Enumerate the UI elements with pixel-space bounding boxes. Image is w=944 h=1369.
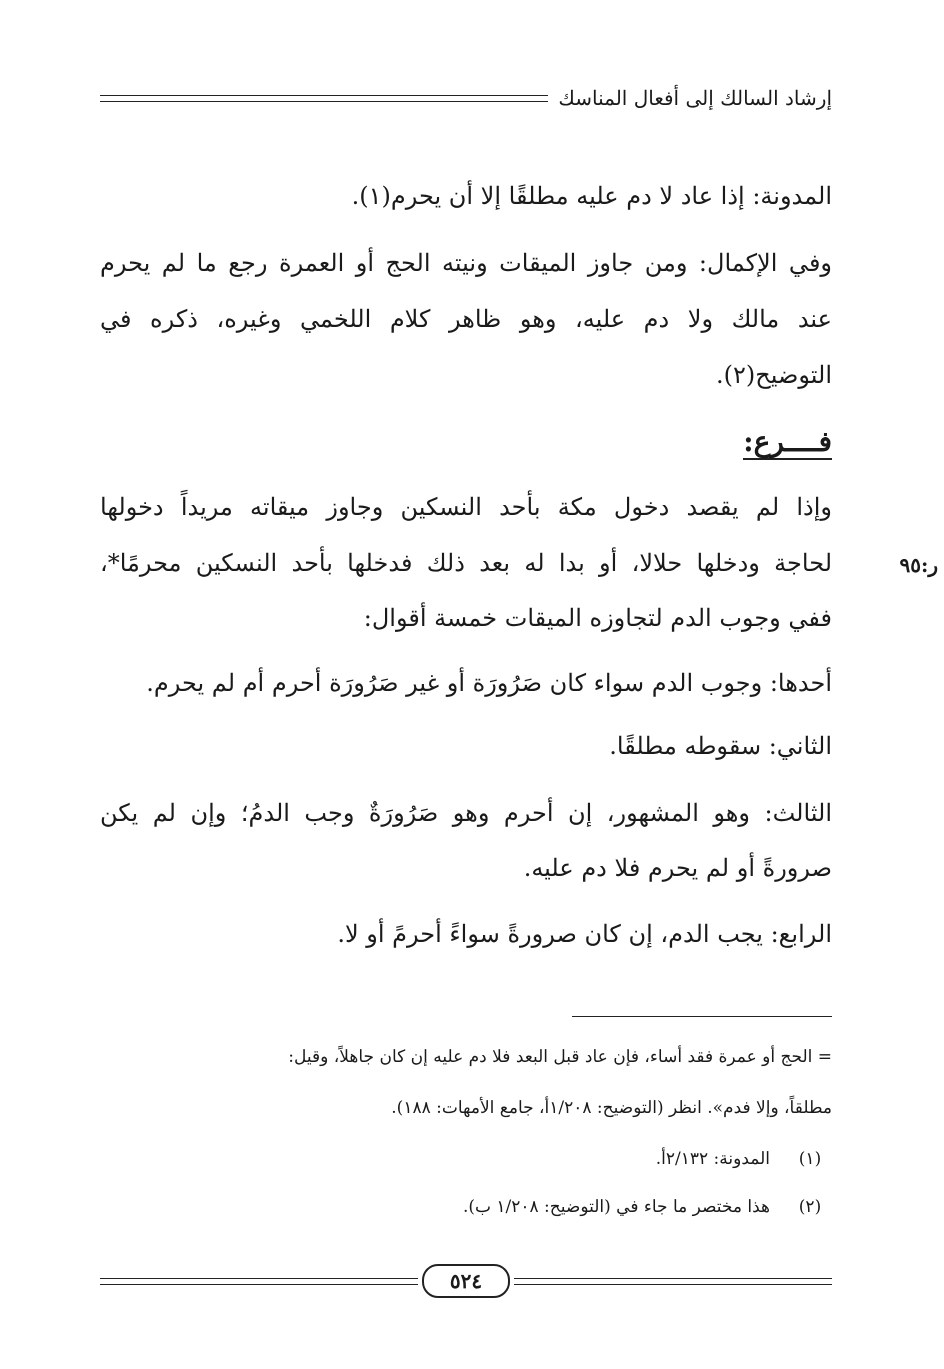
running-header	[100, 84, 832, 112]
body-line: وفي الإكمال: ومن جاوز الميقات ونيته الحج أو العمرة رجع ما لم يحرم	[100, 249, 832, 277]
book-title: إرشاد السالك إلى أفعال المناسك	[558, 86, 832, 110]
footnote-1	[656, 1151, 832, 1168]
footnote-continuation-line: مطلقاً، وإلا فدم». انظر (التوضيح: ١/٢٠٨أ، جامع الأمهات: ١٨٨).	[391, 1098, 832, 1118]
body-line: صرورةً أو لم يحرم فلا دم عليه.	[523, 854, 832, 882]
footnote-number: (١)	[798, 1149, 822, 1169]
footnote-text: هذا مختصر ما جاء في (التوضيح: ١/٢٠٨ ب).	[462, 1197, 770, 1217]
header-rule	[100, 95, 548, 102]
body-line: ففي وجوب الدم لتجاوزه الميقات خمسة أقوال:	[363, 604, 832, 632]
body-line: عند مالك ولا دم عليه، وهو ظاهر كلام اللخمي وغيره، ذكره في	[100, 305, 832, 333]
body-line: التوضيح(٢).	[716, 361, 832, 389]
margin-reference: ر:٩٥	[899, 553, 938, 577]
footnote-continuation-line: = الحج أو عمرة فقد أساء، فإن عاد قبل البعد فلا دم عليه إن كان جاهلاً، وقيل:	[288, 1047, 832, 1067]
body-line: المدونة: إذا عاد لا دم عليه مطلقًا إلا أن يحرم(١).	[351, 182, 832, 210]
body-line: أحدها: وجوب الدم سواء كان صَرُورَة أو غير صَرُورَة أحرم أم لم يحرم.	[146, 669, 832, 697]
body-line: الثالث: وهو المشهور، إن أحرم وهو صَرُورَةٌ وجب الدمُ؛ وإن لم يكن	[100, 799, 832, 827]
footnote-number: (٢)	[798, 1197, 822, 1217]
body-line: وإذا لم يقصد دخول مكة بأحد النسكين وجاوز ميقاته مريداً دخولها	[100, 493, 832, 521]
page-footer	[100, 1264, 832, 1298]
body-line: لحاجة ودخلها حلالا، أو بدا له بعد ذلك فدخلها بأحد النسكين محرمًا*،	[100, 549, 832, 577]
section-heading: فــــرع:	[743, 425, 832, 458]
footnote-text: المدونة: ٢/١٣٢أ.	[655, 1149, 770, 1169]
page-number: ٥٢٤	[422, 1264, 510, 1298]
body-line: الرابع: يجب الدم، إن كان صرورةً سواءً أحرمً أو لا.	[337, 920, 832, 948]
body-line: الثاني: سقوطه مطلقًا.	[609, 732, 832, 760]
footnote-2	[463, 1199, 832, 1216]
footer-rule-left	[100, 1278, 418, 1285]
footnote-separator	[572, 1016, 832, 1017]
footer-rule-right	[514, 1278, 832, 1285]
